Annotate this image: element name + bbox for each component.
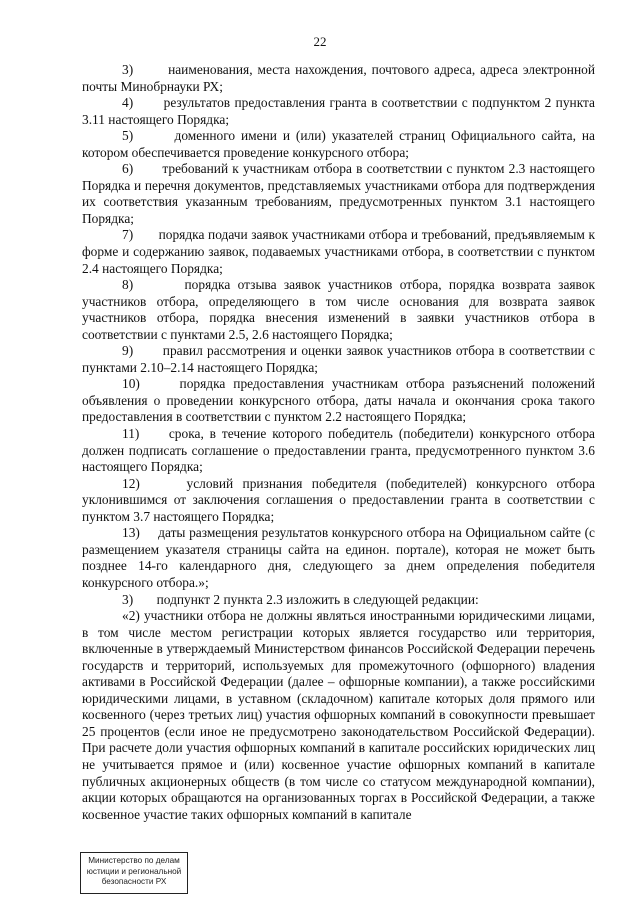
stamp-line: безопасности РХ bbox=[101, 877, 167, 886]
list-item-12: 12) условий признания победителя (победителей) конкурсного отбора уклонившимся от заключения соглашения о предоставлении гранта в соответствии с пунктом 3.7 настоящего Порядка; bbox=[82, 475, 595, 524]
page-number: 22 bbox=[313, 34, 327, 49]
list-item-10: 10) порядка предоставления участникам отбора разъяснений положений объявления о проведении конкурсного отбора, даты начала и окончания срока такого предоставления в соответствии с пунктом 2.2 настоящего Порядка; bbox=[82, 376, 595, 425]
quoted-subparagraph-2: «2) участники отбора не должны являться иностранными юридическими лицами, в том числе местом регистрации которых является государство или территория, включенные в утверждаемый Министерством финансов Российской Федерации перечень государств и территорий, используемых для промежуточного (офшорного) владения активами в Российской Федерации (далее – офшорные компании), а также российскими юридическими лицами, в уставном (складочном) капитале которых доля прямого или косвенного (через третьих лиц) участия офшорных компаний в совокупности превышает 25 процентов (если иное не предусмотрено законодательством Российской Федерации). При расчете доли участия офшорных компаний в капитале российских юридических лиц не учитывается прямое и (или) косвенное участие офшорных компаний в капитале публичных акционерных обществ (в том числе со статусом международной компании), акции которых обращаются на организованных торгах в Российской Федерации, а также косвенное участие таких офшорных компаний в капитале bbox=[82, 608, 595, 822]
list-item-3: 3) наименования, места нахождения, почтового адреса, адреса электронной почты Минобрнауки РХ; bbox=[82, 62, 595, 94]
stamp-line: Министерство по делам bbox=[88, 856, 180, 865]
list-item-4: 4) результатов предоставления гранта в соответствии с подпунктом 2 пункта 3.11 настоящего Порядка; bbox=[82, 95, 595, 127]
list-item-9: 9) правил рассмотрения и оценки заявок участников отбора в соответствии с пунктами 2.10–2.14 настоящего Порядка; bbox=[82, 343, 595, 375]
list-item-6: 6) требований к участникам отбора в соответствии с пунктом 2.3 настоящего Порядка и перечня документов, представляемых участниками отбора для подтверждения их соответствия указанным требованиям, предусмотренных пунктом 3.1 настоящего Порядка; bbox=[82, 161, 595, 226]
list-item-11: 11) срока, в течение которого победитель (победители) конкурсного отбора должен подписать соглашение о предоставлении гранта, предусмотренного пунктом 3.6 настоящего Порядка; bbox=[82, 426, 595, 475]
document-body bbox=[82, 62, 595, 823]
list-item-13: 13) даты размещения результатов конкурсного отбора на Официальном сайте (с размещением указателя страницы сайта на единон. портале), которая не может быть позднее 14-го календарного дня, следующего за днем определения победителя конкурсного отбора.»; bbox=[82, 525, 595, 590]
stamp-line: юстиции и региональной bbox=[86, 866, 182, 876]
list-item-5: 5) доменного имени и (или) указателей страниц Официального сайта, на котором обеспечивается проведение конкурсного отбора; bbox=[82, 128, 595, 160]
list-item-8: 8) порядка отзыва заявок участников отбора, порядка возврата заявок участников отбора, определяющего в том числе основания для возврата заявок участников отбора, порядка внесения изменений в заявки участников отбора в соответствии с пунктами 2.5, 2.6 настоящего Порядка; bbox=[82, 277, 595, 342]
ministry-stamp bbox=[80, 852, 188, 894]
amendment-item-3: 3) подпункт 2 пункта 2.3 изложить в следующей редакции: bbox=[122, 591, 479, 607]
list-item-7: 7) порядка подачи заявок участниками отбора и требований, предъявляемым к форме и содержанию заявок, подаваемых участниками отбора, в соответствии с пунктом 2.4 настоящего Порядка; bbox=[82, 227, 595, 276]
